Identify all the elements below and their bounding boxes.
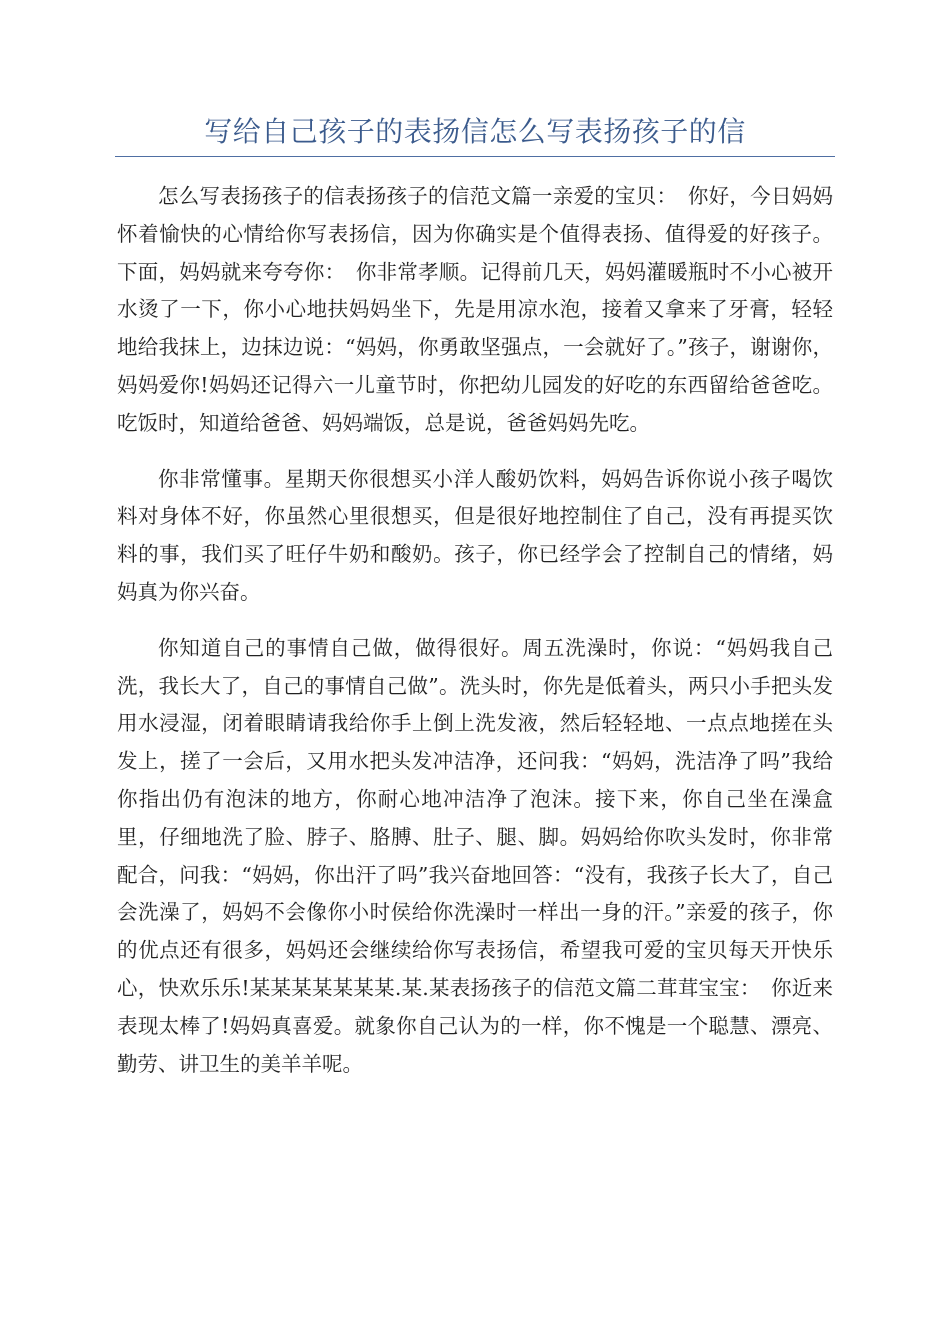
paragraph-1: 怎么写表扬孩子的信表扬孩子的信范文篇一亲爱的宝贝： 你好，今日妈妈怀着愉快的心情给你写表扬信，因为你确实是个值得表扬、值得爱的好孩子。下面，妈妈就来夸夸你： 你非常孝顺。记得前几天，妈妈灌暖瓶时不小心被开水烫了一下，你小心地扶妈妈坐下，先是用凉水泡，接着又拿来了牙膏，轻轻地给我抹上，边抹边说：“妈妈，你勇敢坚强点，一会就好了。”孩子，谢谢你，妈妈爱你!妈妈还记得六一儿童节时，你把幼儿园发的好吃的东西留给爸爸吃。吃饭时，知道给爸爸、妈妈端饭，总是说，爸爸妈妈先吃。: [117, 184, 833, 435]
paragraph-2: 你非常懂事。星期天你很想买小洋人酸奶饮料，妈妈告诉你说小孩子喝饮料对身体不好，你虽然心里很想买，但是很好地控制住了自己，没有再提买饮料的事，我们买了旺仔牛奶和酸奶。孩子，你已经学会了控制自己的情绪，妈妈真为你兴奋。: [117, 466, 833, 604]
title-block: [115, 112, 835, 157]
document-title: 写给自己孩子的表扬信怎么写表扬孩子的信: [204, 115, 746, 148]
paragraph-3: 你知道自己的事情自己做，做得很好。周五洗澡时，你说：“妈妈我自己洗，我长大了，自己的事情自己做”。洗头时，你先是低着头，两只小手把头发用水浸湿，闭着眼睛请我给你手上倒上洗发液，然后轻轻地、一点点地搓在头发上，搓了一会后，又用水把头发冲洁净，还问我：“妈妈，洗洁净了吗”我给你指出仍有泡沫的地方，你耐心地冲洁净了泡沫。接下来，你自己坐在澡盒里，仔细地洗了脸、脖子、胳膊、肚子、腿、脚。妈妈给你吹头发时，你非常配合，问我：“妈妈，你出汗了吗”我兴奋地回答：“没有，我孩子长大了，自己会洗澡了，妈妈不会像你小时侯给你洗澡时一样出一身的汗。”亲爱的孩子，你的优点还有很多，妈妈还会继续给你写表扬信，希望我可爱的宝贝每天开快乐心，快欢乐乐!某某某某某某某.某.某表扬孩子的信范文篇二茸茸宝宝： 你近来表现太棒了!妈妈真喜爱。就象你自己认为的一样，你不愧是一个聪慧、漂亮、勤劳、讲卫生的美羊羊呢。: [117, 635, 833, 1076]
document-body: [117, 178, 833, 1101]
